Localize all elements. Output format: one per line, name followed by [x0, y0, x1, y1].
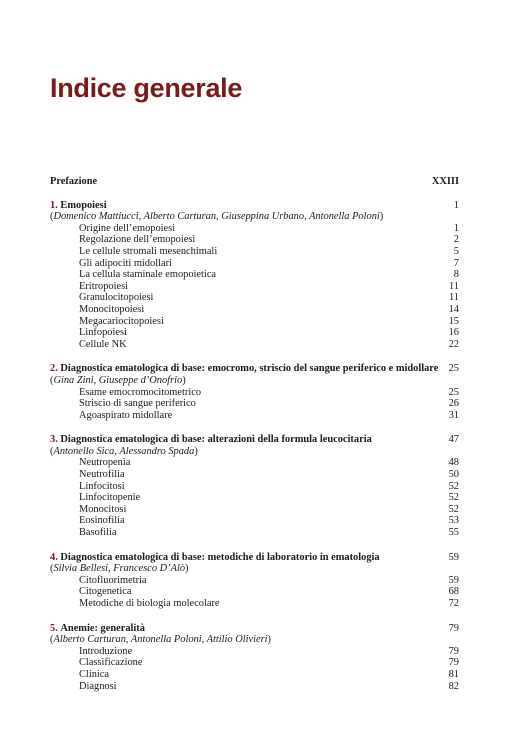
toc-entry-label: Basofilia [79, 527, 117, 539]
toc-entry[interactable] [50, 646, 459, 658]
toc-entry-label: Gli adipociti midollari [79, 257, 172, 269]
toc-entry-label: Agoaspirato midollare [79, 409, 173, 421]
toc-entry-label: Monocitopoiesi [79, 303, 145, 315]
chapter-authors: Antonello Sica, Alessandro Spada [53, 445, 195, 457]
toc-entry-page: 22 [448, 338, 459, 350]
toc-entry[interactable] [50, 258, 459, 270]
toc-entry[interactable] [50, 292, 459, 304]
toc-entry[interactable] [50, 492, 459, 504]
page-title: Indice generale [50, 73, 243, 103]
toc-entry[interactable] [50, 515, 459, 527]
chapter-authors-line: (Domenico Mattiucci, Alberto Carturan, Giuseppina Urbano, Antonella Poloni) [50, 211, 384, 223]
toc-entry-page: 52 [448, 492, 459, 504]
toc-entry-page: 55 [448, 527, 459, 539]
chapter-authors-line: (Silvia Bellesi, Francesco D’Alò) [50, 563, 189, 575]
preface-page: XXIII [431, 176, 459, 187]
chapter-title: Diagnostica ematologica di base: alterazioni della formula leucocitaria [60, 434, 372, 446]
toc-entry-label: La cellula staminale emopoietica [79, 269, 217, 281]
toc-entry[interactable] [50, 246, 459, 258]
chapter-authors: Alberto Carturan, Antonella Poloni, Attilio Olivieri [53, 634, 268, 646]
chapter-page: 59 [448, 551, 459, 563]
toc-entry-page: 16 [448, 327, 459, 339]
toc-entry[interactable] [50, 269, 459, 281]
toc-entry-label: Citofluorimetria [79, 574, 147, 586]
toc-entry[interactable] [50, 327, 459, 339]
toc-entry-page: 26 [448, 398, 459, 410]
toc-entry-page: 68 [448, 586, 459, 598]
toc-entry[interactable] [50, 481, 459, 493]
chapter-page: 79 [448, 622, 459, 634]
chapter-authors: Domenico Mattiucci, Alberto Carturan, Giuseppina Urbano, Antonella Poloni [53, 211, 380, 223]
chapter-number: 4. [50, 551, 58, 563]
chapter-number: 1. [50, 199, 58, 211]
toc-entry-page: 1 [453, 222, 459, 234]
toc-chapter [50, 623, 459, 693]
toc-entry-label: Cellule NK [79, 338, 127, 350]
toc-entry-label: Le cellule stromali mesenchimali [79, 245, 218, 257]
toc-entry[interactable] [50, 598, 459, 610]
chapter-heading[interactable] [50, 434, 459, 446]
chapter-page: 1 [453, 199, 459, 211]
toc-entry-page: 52 [448, 480, 459, 492]
chapter-authors-line: (Alberto Carturan, Antonella Poloni, Attilio Olivieri) [50, 634, 272, 646]
toc-entry-page: 48 [448, 457, 459, 469]
toc-entry-label: Origine dell’emopoiesi [79, 222, 176, 234]
toc-entry[interactable] [50, 316, 459, 328]
toc-entry-label: Megacariocitopoiesi [79, 315, 164, 327]
toc-entry-page: 79 [448, 657, 459, 669]
toc-entry-label: Citogenetica [79, 586, 132, 598]
toc-entry-page: 52 [448, 503, 459, 515]
toc-entry[interactable] [50, 586, 459, 598]
chapter-page: 25 [448, 363, 459, 375]
chapter-authors-line: (Antonello Sica, Alessandro Spada) [50, 445, 198, 457]
toc-entry[interactable] [50, 234, 459, 246]
toc-entry[interactable] [50, 223, 459, 235]
toc-preface [50, 176, 459, 188]
chapter-list [50, 200, 459, 693]
toc-entry-page: 14 [448, 303, 459, 315]
chapter-title: Diagnostica ematologica di base: metodiche di laboratorio in ematologia [60, 551, 380, 563]
toc-entry-label: Granulocitopoiesi [79, 292, 154, 304]
toc-chapter [50, 200, 459, 351]
toc-entry-label: Introduzione [79, 645, 133, 657]
toc-entry-label: Clinica [79, 668, 110, 680]
toc-entry-label: Eosinofilia [79, 515, 125, 527]
toc-entry-page: 5 [453, 245, 459, 257]
toc-entry[interactable] [50, 575, 459, 587]
toc-entry-page: 2 [453, 234, 459, 246]
toc-entry[interactable] [50, 504, 459, 516]
toc-entry-page: 79 [448, 645, 459, 657]
toc-entry-label: Regolazione dell’emopoiesi [79, 234, 196, 246]
toc-entry-label: Monocitosi [79, 503, 127, 515]
toc-entry-page: 81 [448, 668, 459, 680]
toc-entry-page: 25 [448, 386, 459, 398]
toc-entry-label: Linfocitosi [79, 480, 125, 492]
chapter-title: Diagnostica ematologica di base: emocromo, striscio del sangue periferico e midollare [60, 363, 439, 375]
toc-entry[interactable] [50, 410, 459, 422]
toc-entry[interactable] [50, 457, 459, 469]
chapter-number: 3. [50, 434, 58, 446]
toc-entry-page: 59 [448, 574, 459, 586]
toc-entry-page: 11 [448, 292, 459, 304]
toc-entry-page: 11 [448, 280, 459, 292]
table-of-contents [50, 176, 459, 692]
toc-chapter [50, 363, 459, 421]
toc-chapter [50, 434, 459, 538]
toc-entry-page: 7 [453, 257, 459, 269]
toc-chapter [50, 552, 459, 610]
toc-entry-page: 53 [448, 515, 459, 527]
toc-entry-page: 50 [448, 469, 459, 481]
toc-entry-label: Diagnosi [79, 680, 117, 692]
toc-entry-label: Linfopoiesi [79, 327, 127, 339]
chapter-heading[interactable] [50, 623, 459, 635]
toc-entry[interactable] [50, 387, 459, 399]
chapter-heading[interactable] [50, 200, 459, 212]
toc-entry-page: 82 [448, 680, 459, 692]
toc-entry-page: 8 [453, 269, 459, 281]
toc-entry[interactable] [50, 469, 459, 481]
toc-entry-label: Eritropoiesi [79, 280, 129, 292]
chapter-title: Emopoiesi [60, 199, 107, 211]
toc-entry-label: Classificazione [79, 657, 143, 669]
chapter-authors: Gina Zini, Giuseppe d’Onofrio [53, 374, 183, 386]
chapter-number: 5. [50, 622, 58, 634]
toc-entry[interactable] [50, 281, 459, 293]
toc-entry[interactable] [50, 657, 459, 669]
toc-entry[interactable] [50, 398, 459, 410]
chapter-title: Anemie: generalità [60, 622, 145, 634]
toc-entry-label: Linfocitopenie [79, 492, 141, 504]
toc-entry-label: Neutropenia [79, 457, 131, 469]
preface-label: Prefazione [50, 176, 98, 187]
chapter-heading[interactable] [50, 363, 459, 375]
chapter-authors-line: (Gina Zini, Giuseppe d’Onofrio) [50, 374, 186, 386]
toc-entry-page: 15 [448, 315, 459, 327]
toc-entry[interactable] [50, 304, 459, 316]
toc-entry[interactable] [50, 339, 459, 351]
toc-entry-label: Neutrofilia [79, 469, 125, 481]
toc-entry[interactable] [50, 681, 459, 693]
toc-entry[interactable] [50, 527, 459, 539]
chapter-heading[interactable] [50, 552, 459, 564]
toc-entry-label: Striscio di sangue periferico [79, 398, 196, 410]
toc-entry-page: 72 [448, 598, 459, 609]
toc-entry[interactable] [50, 669, 459, 681]
toc-entry-label: Esame emocromocitometrico [79, 386, 202, 398]
toc-entry-label: Metodiche di biologia molecolare [79, 598, 220, 609]
chapter-page: 47 [448, 434, 459, 446]
chapter-authors: Silvia Bellesi, Francesco D’Alò [53, 563, 186, 575]
chapter-number: 2. [50, 363, 58, 375]
toc-entry-page: 31 [448, 409, 459, 421]
